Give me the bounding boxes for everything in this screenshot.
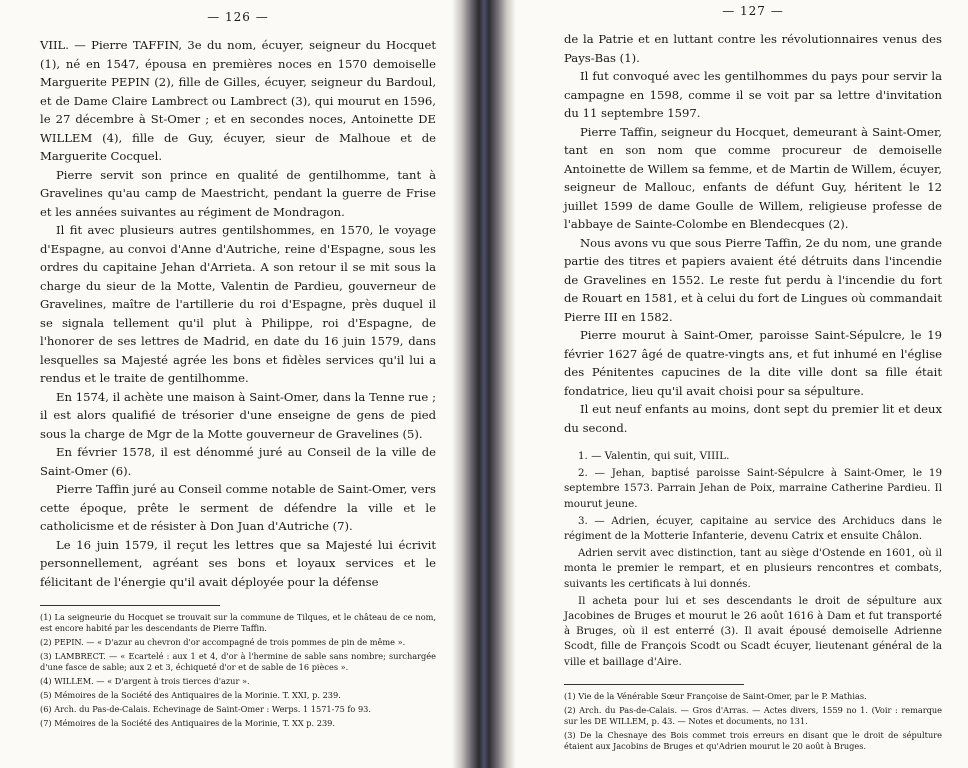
list-item: 3. — Adrien, écuyer, capitaine au service des Archiducs dans le régiment de la Motterie Infanterie, devenu Catrix et ensuite Châlon. (564, 514, 942, 543)
paragraph: Il eut neuf enfants au moins, dont sept du premier lit et deux du second. (564, 402, 942, 435)
paragraph: VIIL. — Pierre TAFFIN, 3e du nom, écuyer, seigneur du Hocquet (1), né en 1547, épousa en premières noces en 1570 demoiselle Marguerite PEPIN (2), fille de Gilles, écuyer, seigneur du Bardoul, et de Dame Claire Lambrect ou Lambrect (3), qui mourut en 1596, le 27 décembre à St-Omer ; et en secondes noces, Antoinette DE WILLEM (4), fille de Guy, écuyer, sieur de Malhoue et de Marguerite Cocquel. (40, 38, 436, 163)
paragraph: En février 1578, il est dénommé juré au Conseil de la ville de Saint-Omer (6). (40, 445, 436, 478)
right-page (516, 0, 968, 768)
footnotes-right (564, 691, 942, 752)
footnote: (2) PEPIN. — « D'azur au chevron d'or accompagné de trois pommes de pin de même ». (40, 637, 406, 647)
footnote: (4) WILLEM. — « D'argent à trois tierces d'azur ». (40, 676, 250, 686)
footnote: (2) Arch. du Pas-de-Calais. — Gros d'Arras. — Actes divers, 1559 no 1. (Voir : remarque sur les DE WILLEM, p. 43. — Notes et documents, no 131. (564, 704, 942, 726)
page-number-left: — 126 — (207, 10, 269, 24)
footnotes-left (40, 612, 436, 729)
paragraph: Il fit avec plusieurs autres gentilshommes, en 1570, le voyage d'Espagne, au convoi d'Anne d'Autriche, reine d'Espagne, sous les ordres du capitaine Jehan d'Arrieta. A son retour il se mit sous la charge du sieur de la Motte, Valentin de Pardieu, gouverneur de Gravelines, maître de l'artillerie du roi d'Espagne, près duquel il se signala tellement qu'il plut à Philippe, roi d'Espagne, de l'honorer de ses lettres de Madrid, en date du 16 juin 1579, dans lesquelles sa Majesté agrée les bons et fidèles services qu'il lui a rendus et le traite de gentilhomme. (40, 223, 436, 385)
footnote-separator (40, 605, 220, 606)
list-item: Adrien servit avec distinction, tant au siège d'Ostende en 1601, où il monta le premier le rempart, et en plusieurs rencontres et combats, suivants les certificats à lui donnés. (564, 547, 942, 590)
paragraph: Pierre mourut à Saint-Omer, paroisse Saint-Sépulcre, le 19 février 1627 âgé de quatre-vingts ans, et fut inhumé en l'église des Pénitentes capucines de la dite ville dont sa fille était fondatrice, lieu qu'il avait choisi pour sa sépulture. (564, 328, 942, 398)
paragraph: Pierre Taffin juré au Conseil comme notable de Saint-Omer, vers cette époque, prête le serment de défendre la ville et le catholicisme et de résister à Don Juan d'Autriche (7). (40, 482, 436, 533)
paragraph: En 1574, il achète une maison à Saint-Omer, dans la Tenne rue ; il est alors qualifié de trésorier d'une enseigne de gens de pied sous la charge de Mgr de la Motte gouverneur de Gravelines (5). (40, 389, 436, 441)
footnote: (5) Mémoires de la Société des Antiquaires de la Morinie. T. XXI, p. 239. (40, 690, 341, 700)
footnote: (3) LAMBRECT. — « Ecartelé : aux 1 et 4, d'or à l'hermine de sable sans nombre; surchargée d'une fasce de sable; aux 2 et 3, échiqueté d'or et de sable de 16 pièces ». (40, 651, 436, 672)
footnote: (6) Arch. du Pas-de-Calais. Echevinage de Saint-Omer : Werps. 1 1571-75 fo 93. (40, 704, 371, 714)
footnote-separator (564, 684, 744, 685)
list-item: Il acheta pour lui et ses descendants le droit de sépulture aux Jacobines de Bruges et mourut le 26 août 1616 à Dam et fut transporté à Bruges, où il est enterré (3). Il avait épousé demoiselle Adrienne Scodt, fille de François Scodt ou Scadt écuyer, lieutenant général de la ville et baillage d'Aire. (564, 594, 942, 668)
footnote: (7) Mémoires de la Société des Antiquaires de la Morinie, T. XX p. 239. (40, 718, 335, 728)
paragraph: Nous avons vu que sous Pierre Taffin, 2e du nom, une grande partie des titres et papiers avaient été détruits dans l'incendie de Gravelines en 1552. Le reste fut perdu à l'incendie du fort de Rouart en 1581, et à celui du fort de Lingues où commandait Pierre III en 1582. (564, 235, 942, 324)
list-item: 1. — Valentin, qui suit, VIIIL. (578, 450, 730, 462)
page-number-right: — 127 — (722, 4, 784, 18)
book-gutter (452, 0, 516, 768)
footnote: (1) La seigneurie du Hocquet se trouvait sur la commune de Tilques, et le château de ce nom, est encore habité par les descendants de Pierre Taffin. (40, 612, 436, 633)
footnote: (3) De la Chesnaye des Bois commet trois erreurs en disant que le droit de sépulture étaient aux Jacobins de Bruges et qu'Adrien mourut le 20 août à Bruges. (564, 729, 942, 751)
paragraph: Pierre Taffin, seigneur du Hocquet, demeurant à Saint-Omer, tant en son nom que comme procureur de demoiselle Antoinette de Willem sa femme, et de Martin de Willem, écuyer, seigneur de Mallouc, enfants de défunt Guy, héritent le 12 juillet 1599 de dame Goulle de Willem, religieuse professe de l'abbaye de Sainte-Colombe en Blendecques (2). (564, 124, 942, 231)
left-page (0, 0, 452, 768)
footnote: (1) Vie de la Vénérable Sœur Françoise de Saint-Omer, par le P. Mathias. (564, 690, 867, 701)
paragraph: Il fut convoqué avec les gentilhommes du pays pour servir la campagne en 1598, comme il se voit par sa lettre d'invitation du 11 septembre 1597. (564, 69, 942, 120)
paragraph: Le 16 juin 1579, il reçut les lettres que sa Majesté lui écrivit personnellement, agréant ses bons et loyaux services et le félicitant de l'énergie qu'il avait déployée pour la défense (40, 537, 436, 589)
paragraph: Pierre servit son prince en qualité de gentilhomme, tant à Gravelines qu'au camp de Maestricht, pendant la guerre de Frise et les années suivantes au régiment de Mondragon. (40, 167, 436, 219)
paragraph: de la Patrie et en luttant contre les révolutionnaires venus des Pays-Bas (1). (564, 32, 942, 65)
children-list (564, 449, 942, 670)
list-item: 2. — Jehan, baptisé paroisse Saint-Sépulcre à Saint-Omer, le 19 septembre 1573. Parrain Jehan de Poix, marraine Catherine Pardieu. Il mourut jeune. (564, 467, 942, 510)
